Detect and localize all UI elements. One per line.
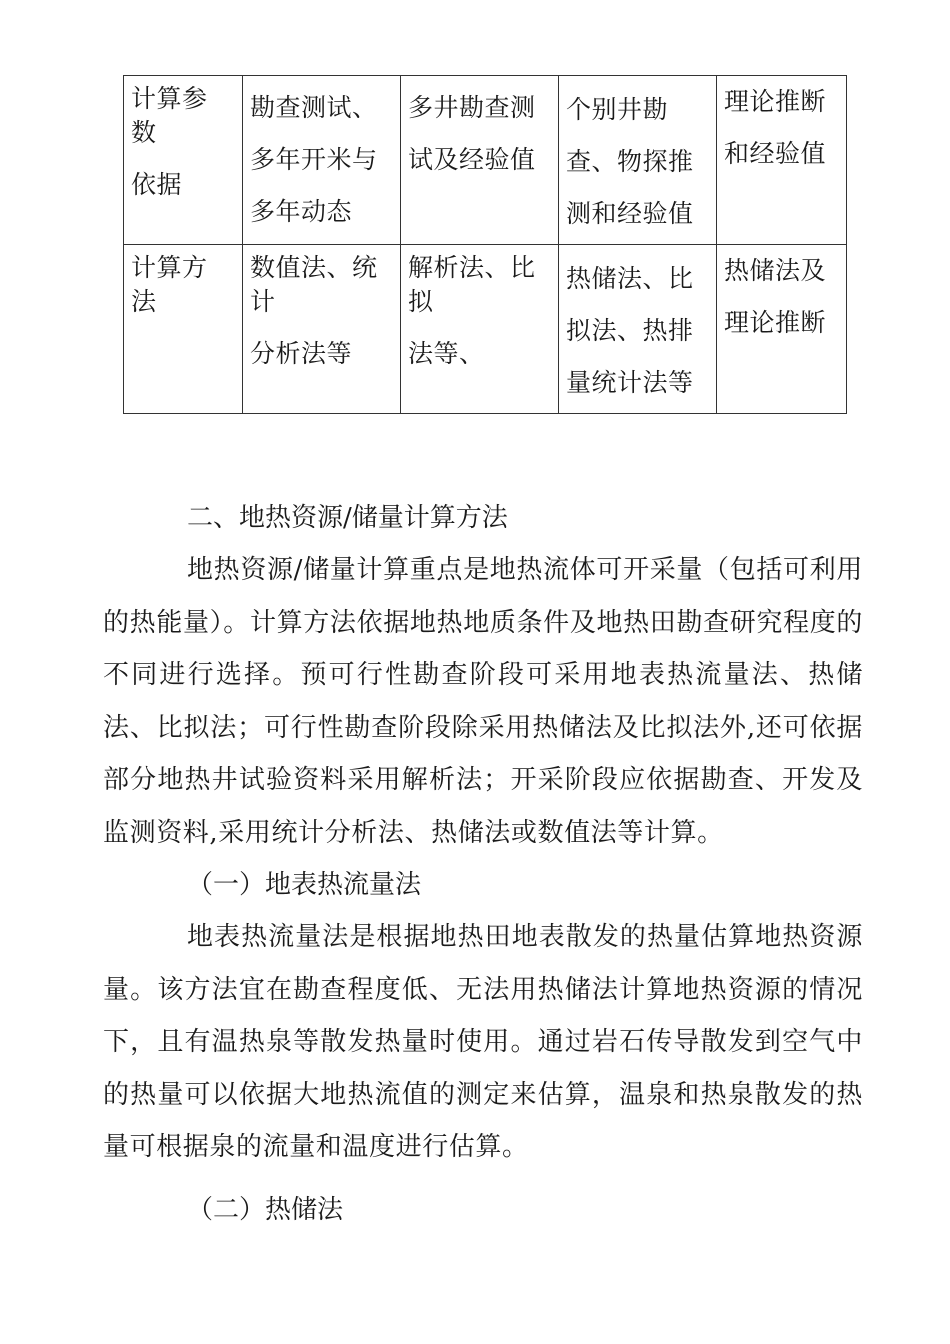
cell-line: 查、物探推 [566,147,694,176]
cell-line: 测和经验值 [566,199,694,228]
table-cell [243,76,401,245]
cell-line: 拟 [408,287,434,316]
cell-line: 理论推断 [724,308,827,337]
cell-line: 理论推断 [724,87,827,116]
cell-line: 个别井勘 [566,95,669,124]
table-cell [401,245,559,414]
section-paragraph: 地热资源/储量计算重点是地热流体可开采量（包括可利用的热能量）。计算方法依据地热地质条件及地热田勘查研究程度的不同进行选择。预可行性勘查阶段可采用地表热流量法、热储法、比拟法；可行性勘查阶段除采用热储法及比拟法外,还可依据部分地热井试验资料采用解析法；开采阶段应依据勘查、开发及监测资料,采用统计分析法、热储法或数值法等计算。 [103,555,863,848]
cell-line: 试及经验值 [408,145,536,174]
section-title: 二、地热资源/储量计算方法 [187,503,508,533]
row-header-basis [124,76,243,245]
table-cell [717,245,847,414]
cell-line: 量统计法等 [566,368,694,397]
table-cell [401,76,559,245]
cell-line: 多年开米与 [250,145,378,174]
cell-line: 热储法及 [724,256,827,285]
table-cell [559,76,717,245]
cell-line: 法等、 [408,339,485,368]
subsection-title-2: （二）热储法 [187,1194,344,1225]
table-cell [717,76,847,245]
row-header-method [124,245,243,414]
calculation-table [123,75,847,414]
cell-line: 计算方 [131,253,208,282]
cell-line: 多井勘查测 [408,93,536,122]
cell-line: 分析法等 [250,339,353,368]
cell-line: 数值法、统 [250,253,378,282]
cell-line: 热储法、比 [566,264,694,293]
cell-line: 数 [131,118,157,147]
cell-line: 解析法、比 [408,253,536,282]
subsection-paragraph-1: 地表热流量法是根据地热田地表散发的热量估算地热资源量。该方法宜在勘查程度低、无法用热储法计算地热资源的情况下，且有温热泉等散发热量时使用。通过岩石传导散发到空气中的热量可以依据大地热流值的测定来估算，温泉和热泉散发的热量可根据泉的流量和温度进行估算。 [103,922,863,1162]
subsection-title-1: （一）地表热流量法 [187,870,422,900]
cell-line: 勘查测试、 [250,93,378,122]
table-cell [243,245,401,414]
cell-line: 计 [250,287,276,316]
table-row-basis [124,76,847,245]
table-row-method [124,245,847,414]
cell-line: 和经验值 [724,139,827,168]
cell-line: 计算参 [131,84,208,113]
table-cell [559,245,717,414]
cell-line: 多年动态 [250,197,353,226]
cell-line: 法 [131,287,157,316]
cell-line: 拟法、热排 [566,316,694,345]
cell-line: 依据 [131,170,183,199]
body-text [103,492,863,1236]
